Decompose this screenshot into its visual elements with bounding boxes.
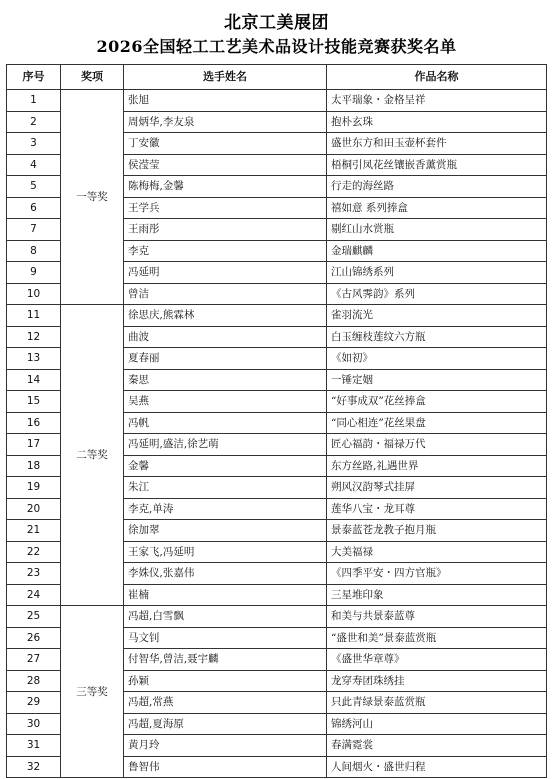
seq-cell: 16 xyxy=(7,412,61,434)
contestant-name-cell: 张旭 xyxy=(124,90,327,112)
seq-cell: 21 xyxy=(7,520,61,542)
work-title-cell: 匠心福韵・福禄万代 xyxy=(327,434,547,456)
contestant-name-cell: 曾洁 xyxy=(124,283,327,305)
seq-cell: 10 xyxy=(7,283,61,305)
work-title-cell: 景泰蓝苍龙教子抱月瓶 xyxy=(327,520,547,542)
work-title-cell: 只此青绿景泰蓝赏瓶 xyxy=(327,692,547,714)
work-title-cell: 《如初》 xyxy=(327,348,547,370)
seq-cell: 18 xyxy=(7,455,61,477)
table-row xyxy=(7,90,547,112)
work-title-cell: “同心相连”花丝果盘 xyxy=(327,412,547,434)
work-title-cell: 禧如意 系列捧盒 xyxy=(327,197,547,219)
award-cell: 一等奖 xyxy=(61,90,124,305)
work-title-cell: 大美福禄 xyxy=(327,541,547,563)
seq-cell: 5 xyxy=(7,176,61,198)
contestant-name-cell: 冯延明 xyxy=(124,262,327,284)
contestant-name-cell: 冯超,常燕 xyxy=(124,692,327,714)
seq-cell: 25 xyxy=(7,606,61,628)
work-title-cell: 行走的海丝路 xyxy=(327,176,547,198)
table-row xyxy=(7,305,547,327)
seq-cell: 27 xyxy=(7,649,61,671)
seq-cell: 15 xyxy=(7,391,61,413)
work-title-cell: 雀羽流光 xyxy=(327,305,547,327)
work-title-cell: 朔风汉韵琴式挂屏 xyxy=(327,477,547,499)
contestant-name-cell: 吴燕 xyxy=(124,391,327,413)
work-title-cell: 春满霓裳 xyxy=(327,735,547,757)
contestant-name-cell: 侯滢莹 xyxy=(124,154,327,176)
contestant-name-cell: 丁安徽 xyxy=(124,133,327,155)
seq-cell: 12 xyxy=(7,326,61,348)
table-row xyxy=(7,606,547,628)
contestant-name-cell: 孙颖 xyxy=(124,670,327,692)
table-header-row xyxy=(7,65,547,90)
seq-cell: 9 xyxy=(7,262,61,284)
work-title-cell: “好事成双”花丝捧盒 xyxy=(327,391,547,413)
seq-cell: 7 xyxy=(7,219,61,241)
contestant-name-cell: 冯超,白雪飘 xyxy=(124,606,327,628)
work-title-cell: 三星堆印象 xyxy=(327,584,547,606)
seq-cell: 2 xyxy=(7,111,61,133)
work-title-cell: 一锤定姻 xyxy=(327,369,547,391)
contestant-name-cell: 鲁智伟 xyxy=(124,756,327,778)
contestant-name-cell: 李克,单涛 xyxy=(124,498,327,520)
header-work: 作品名称 xyxy=(327,65,547,90)
contestant-name-cell: 徐思庆,熊霖林 xyxy=(124,305,327,327)
contestant-name-cell: 马文钊 xyxy=(124,627,327,649)
contestant-name-cell: 崔楠 xyxy=(124,584,327,606)
work-title-cell: 《古风霁韵》系列 xyxy=(327,283,547,305)
contestant-name-cell: 李克 xyxy=(124,240,327,262)
seq-cell: 6 xyxy=(7,197,61,219)
document-title: 2026全国轻工工艺美术品设计技能竞赛获奖名单 xyxy=(96,37,457,56)
seq-cell: 8 xyxy=(7,240,61,262)
work-title-cell: 梧桐引凤花丝镶嵌香薰赏瓶 xyxy=(327,154,547,176)
seq-cell: 23 xyxy=(7,563,61,585)
award-table xyxy=(6,64,547,778)
seq-cell: 29 xyxy=(7,692,61,714)
seq-cell: 24 xyxy=(7,584,61,606)
seq-cell: 32 xyxy=(7,756,61,778)
work-title-cell: 白玉缠枝莲纹六方瓶 xyxy=(327,326,547,348)
contestant-name-cell: 黄月玲 xyxy=(124,735,327,757)
contestant-name-cell: 付智华,曾洁,聂宇麟 xyxy=(124,649,327,671)
work-title-cell: 莲华八宝・龙耳尊 xyxy=(327,498,547,520)
work-title-cell: “盛世和美”景泰蓝赏瓶 xyxy=(327,627,547,649)
contestant-name-cell: 王学兵 xyxy=(124,197,327,219)
seq-cell: 26 xyxy=(7,627,61,649)
work-title-cell: 和美与共景泰蓝尊 xyxy=(327,606,547,628)
seq-cell: 14 xyxy=(7,369,61,391)
organizer-title: 北京工美展团 xyxy=(224,13,329,33)
contestant-name-cell: 冯帆 xyxy=(124,412,327,434)
contestant-name-cell: 李姝仪,张嘉伟 xyxy=(124,563,327,585)
contestant-name-cell: 周炳华,李友泉 xyxy=(124,111,327,133)
work-title-cell: 盛世东方和田玉壶杯套件 xyxy=(327,133,547,155)
seq-cell: 19 xyxy=(7,477,61,499)
seq-cell: 11 xyxy=(7,305,61,327)
contestant-name-cell: 冯延明,盛洁,徐艺萌 xyxy=(124,434,327,456)
seq-cell: 30 xyxy=(7,713,61,735)
contestant-name-cell: 朱江 xyxy=(124,477,327,499)
contestant-name-cell: 徐加翠 xyxy=(124,520,327,542)
work-title-cell: 人间烟火・盛世归程 xyxy=(327,756,547,778)
contestant-name-cell: 金馨 xyxy=(124,455,327,477)
contestant-name-cell: 曲波 xyxy=(124,326,327,348)
seq-cell: 20 xyxy=(7,498,61,520)
contestant-name-cell: 王家飞,冯延明 xyxy=(124,541,327,563)
work-title-cell: 龙穿寿团珠绣挂 xyxy=(327,670,547,692)
work-title-cell: 江山锦绣系列 xyxy=(327,262,547,284)
work-title-cell: 东方丝路,礼遇世界 xyxy=(327,455,547,477)
table-body xyxy=(7,90,547,778)
seq-cell: 17 xyxy=(7,434,61,456)
contestant-name-cell: 陈梅梅,金馨 xyxy=(124,176,327,198)
seq-cell: 4 xyxy=(7,154,61,176)
contestant-name-cell: 冯超,夏海原 xyxy=(124,713,327,735)
header-award: 奖项 xyxy=(61,65,124,90)
award-cell: 三等奖 xyxy=(61,606,124,778)
contestant-name-cell: 夏春丽 xyxy=(124,348,327,370)
seq-cell: 13 xyxy=(7,348,61,370)
header-name: 选手姓名 xyxy=(124,65,327,90)
award-cell: 二等奖 xyxy=(61,305,124,606)
seq-cell: 22 xyxy=(7,541,61,563)
work-title-cell: 《四季平安・四方官瓶》 xyxy=(327,563,547,585)
seq-cell: 3 xyxy=(7,133,61,155)
work-title-cell: 《盛世华章尊》 xyxy=(327,649,547,671)
work-title-cell: 金瑞麒麟 xyxy=(327,240,547,262)
header-seq: 序号 xyxy=(7,65,61,90)
contestant-name-cell: 秦思 xyxy=(124,369,327,391)
work-title-cell: 剔红山水赏瓶 xyxy=(327,219,547,241)
seq-cell: 28 xyxy=(7,670,61,692)
work-title-cell: 太平瑞象・金格呈祥 xyxy=(327,90,547,112)
work-title-cell: 抱朴玄珠 xyxy=(327,111,547,133)
seq-cell: 1 xyxy=(7,90,61,112)
seq-cell: 31 xyxy=(7,735,61,757)
contestant-name-cell: 王雨彤 xyxy=(124,219,327,241)
work-title-cell: 锦绣河山 xyxy=(327,713,547,735)
